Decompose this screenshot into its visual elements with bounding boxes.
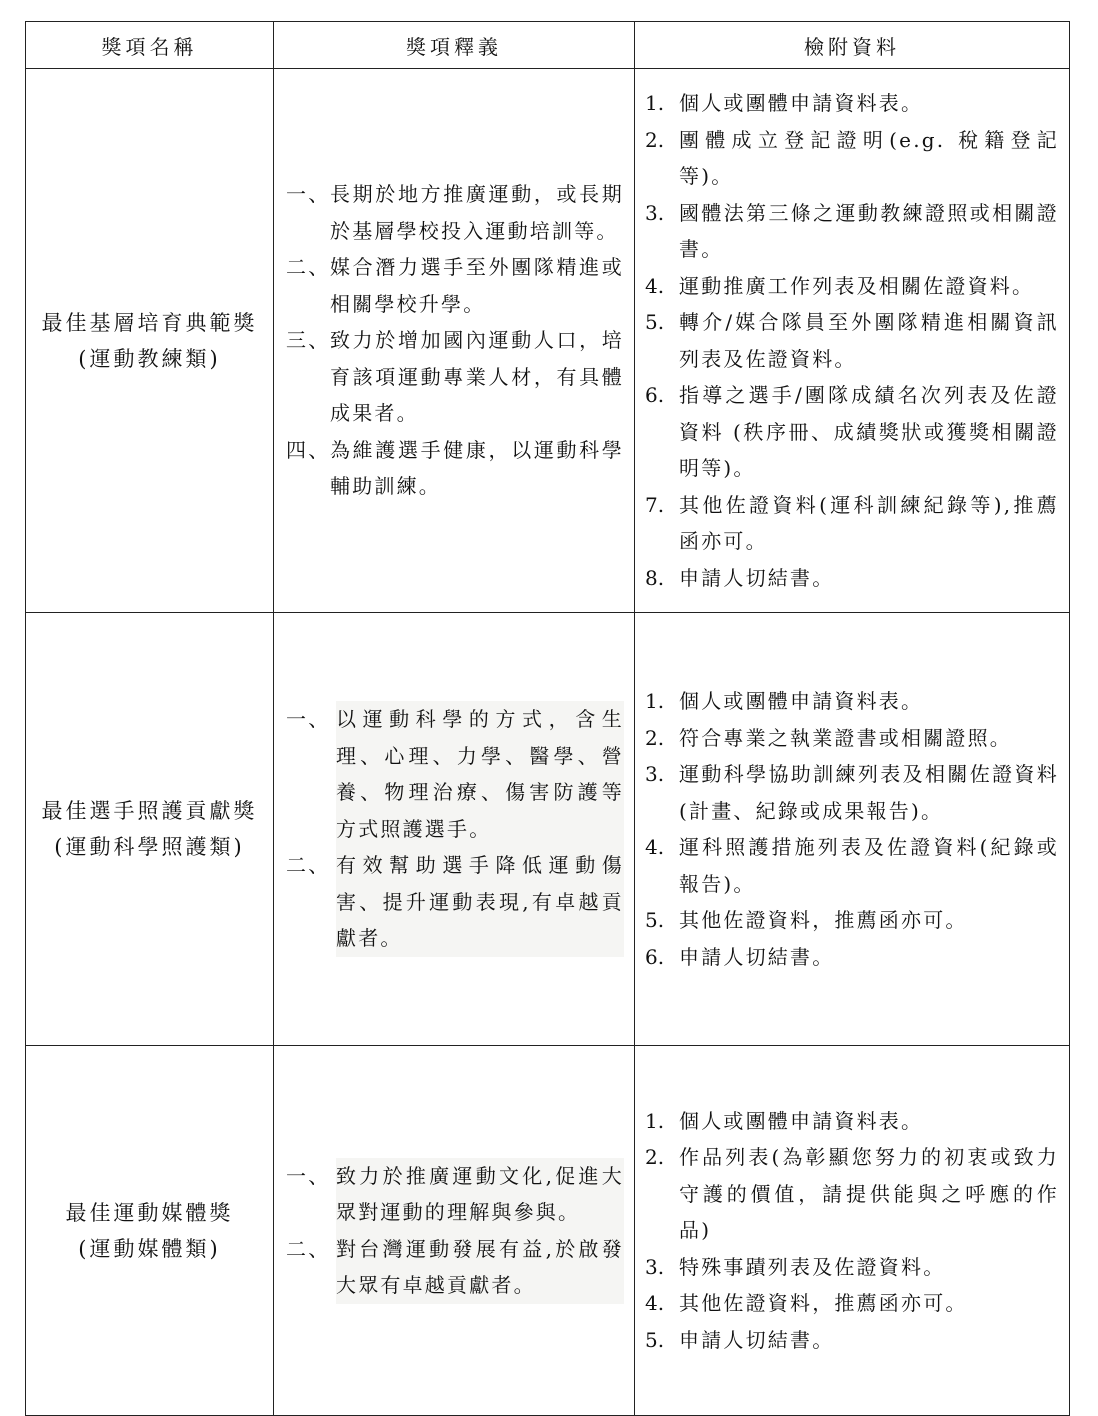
award-name-cell: [26, 613, 274, 1046]
list-item: [645, 560, 1059, 597]
item-marker: 二、: [286, 1236, 331, 1261]
header-award-name: 獎項名稱: [26, 22, 274, 69]
item-number: 5.: [645, 908, 665, 932]
item-marker: 三、: [286, 328, 331, 353]
list-item: [645, 720, 1059, 757]
list-item: [286, 249, 624, 322]
item-number: 6.: [645, 383, 665, 407]
item-text: 申請人切結書。: [679, 1327, 835, 1352]
list-item: [645, 829, 1059, 902]
item-text: 申請人切結書。: [679, 944, 835, 969]
item-number: 3.: [645, 762, 665, 786]
award-description-cell: [274, 1046, 635, 1416]
item-text: 團體成立登記證明(e.g. 稅籍登記等)。: [679, 127, 1059, 188]
list-item: [645, 683, 1059, 720]
item-text: 作品列表(為彰顯您努力的初衷或致力守護的價值，請提供能與之呼應的作品): [679, 1145, 1059, 1243]
list-item: [286, 847, 624, 957]
award-description-cell: [274, 69, 635, 613]
award-category: (運動教練類): [78, 346, 221, 371]
item-text: 個人或團體申請資料表。: [679, 91, 924, 115]
item-marker: 二、: [286, 255, 331, 280]
table-row: [26, 69, 1070, 613]
list-item: [645, 487, 1059, 560]
list-item: [645, 1285, 1059, 1322]
award-description-cell: [274, 613, 635, 1046]
list-item: [645, 1322, 1059, 1359]
item-text: 指導之選手/團隊成績名次列表及佐證資料 (秩序冊、成績獎狀或獲獎相關證明等)。: [679, 383, 1059, 480]
header-attached-documents: 檢附資料: [635, 22, 1070, 69]
item-number: 5.: [645, 1327, 665, 1352]
award-category: (運動科學照護類): [54, 835, 245, 859]
item-text: 個人或團體申請資料表。: [679, 1108, 924, 1133]
item-marker: 一、: [286, 182, 331, 207]
item-marker: 二、: [286, 853, 331, 878]
list-item: [645, 268, 1059, 305]
list-item: [645, 122, 1059, 195]
list-item: [286, 322, 624, 432]
item-text: 致力於增加國內運動人口，培育該項運動專業人材，有具體成果者。: [330, 328, 624, 426]
header-row: [26, 22, 1070, 69]
item-text: 有效幫助選手降低運動傷害、提升運動表現,有卓越貢獻者。: [336, 847, 624, 957]
item-text: 符合專業之執業證書或相關證照。: [679, 725, 1012, 750]
item-number: 1.: [645, 689, 665, 713]
item-number: 2.: [645, 725, 665, 750]
item-text: 以運動科學的方式，含生理、心理、力學、醫學、營養、物理治療、傷害防護等方式照護選手。: [336, 701, 624, 847]
list-item: [286, 701, 624, 847]
list-item: [645, 85, 1059, 122]
list-item: [645, 756, 1059, 829]
award-name-cell: [26, 1046, 274, 1416]
awards-table: [25, 21, 1070, 1416]
item-marker: 一、: [286, 707, 331, 732]
list-item: [286, 1231, 624, 1304]
item-text: 特殊事蹟列表及佐證資料。: [679, 1254, 946, 1279]
item-text: 國體法第三條之運動教練證照或相關證書。: [679, 200, 1059, 261]
documents-cell: [635, 613, 1070, 1046]
list-item: [645, 195, 1059, 268]
item-number: 1.: [645, 91, 665, 115]
list-item: [645, 939, 1059, 976]
item-number: 4.: [645, 835, 665, 859]
list-item: [645, 1139, 1059, 1249]
list-item: [286, 176, 624, 249]
item-marker: 一、: [286, 1163, 331, 1188]
item-text: 申請人切結書。: [679, 565, 835, 590]
item-text: 運科照護措施列表及佐證資料(紀錄或報告)。: [679, 835, 1059, 896]
award-name: 最佳基層培育典範獎: [41, 310, 258, 335]
item-text: 長期於地方推廣運動，或長期於基層學校投入運動培訓等。: [330, 182, 624, 243]
item-number: 4.: [645, 1291, 665, 1316]
list-item: [645, 1103, 1059, 1140]
item-text: 運動推廣工作列表及相關佐證資料。: [679, 273, 1035, 298]
item-number: 4.: [645, 273, 665, 298]
award-name: 最佳選手照護貢獻獎: [41, 799, 258, 823]
item-text: 為維護選手健康，以運動科學輔助訓練。: [330, 437, 624, 499]
item-text: 其他佐證資料，推薦函亦可。: [679, 908, 968, 932]
item-text: 媒合潛力選手至外團隊精進或相關學校升學。: [330, 255, 624, 316]
item-number: 5.: [645, 310, 665, 334]
item-number: 1.: [645, 1108, 665, 1133]
award-category: (運動媒體類): [78, 1236, 221, 1261]
list-item: [286, 432, 624, 505]
item-text: 個人或團體申請資料表。: [679, 689, 924, 713]
item-text: 其他佐證資料，推薦函亦可。: [679, 1291, 968, 1316]
list-item: [645, 902, 1059, 939]
award-name: 最佳運動媒體獎: [65, 1200, 234, 1225]
item-number: 7.: [645, 492, 665, 517]
item-number: 2.: [645, 1145, 665, 1170]
item-number: 3.: [645, 1254, 665, 1279]
item-text: 對台灣運動發展有益,於啟發大眾有卓越貢獻者。: [336, 1231, 624, 1304]
item-marker: 四、: [286, 437, 331, 462]
list-item: [645, 304, 1059, 377]
award-name-cell: [26, 69, 274, 613]
table-row: [26, 1046, 1070, 1416]
item-number: 6.: [645, 944, 665, 969]
header-award-description: 獎項釋義: [274, 22, 635, 69]
item-number: 2.: [645, 127, 665, 152]
list-item: [286, 1158, 624, 1231]
documents-cell: [635, 69, 1070, 613]
documents-cell: [635, 1046, 1070, 1416]
item-text: 致力於推廣運動文化,促進大眾對運動的理解與參與。: [336, 1158, 624, 1231]
list-item: [645, 377, 1059, 487]
item-text: 轉介/媒合隊員至外團隊精進相關資訊列表及佐證資料。: [679, 310, 1059, 371]
item-text: 運動科學協助訓練列表及相關佐證資料(計畫、紀錄或成果報告)。: [679, 762, 1059, 823]
item-number: 8.: [645, 565, 665, 590]
item-number: 3.: [645, 200, 665, 225]
list-item: [645, 1249, 1059, 1286]
item-text: 其他佐證資料(運科訓練紀錄等),推薦函亦可。: [679, 492, 1059, 553]
table-row: [26, 613, 1070, 1046]
